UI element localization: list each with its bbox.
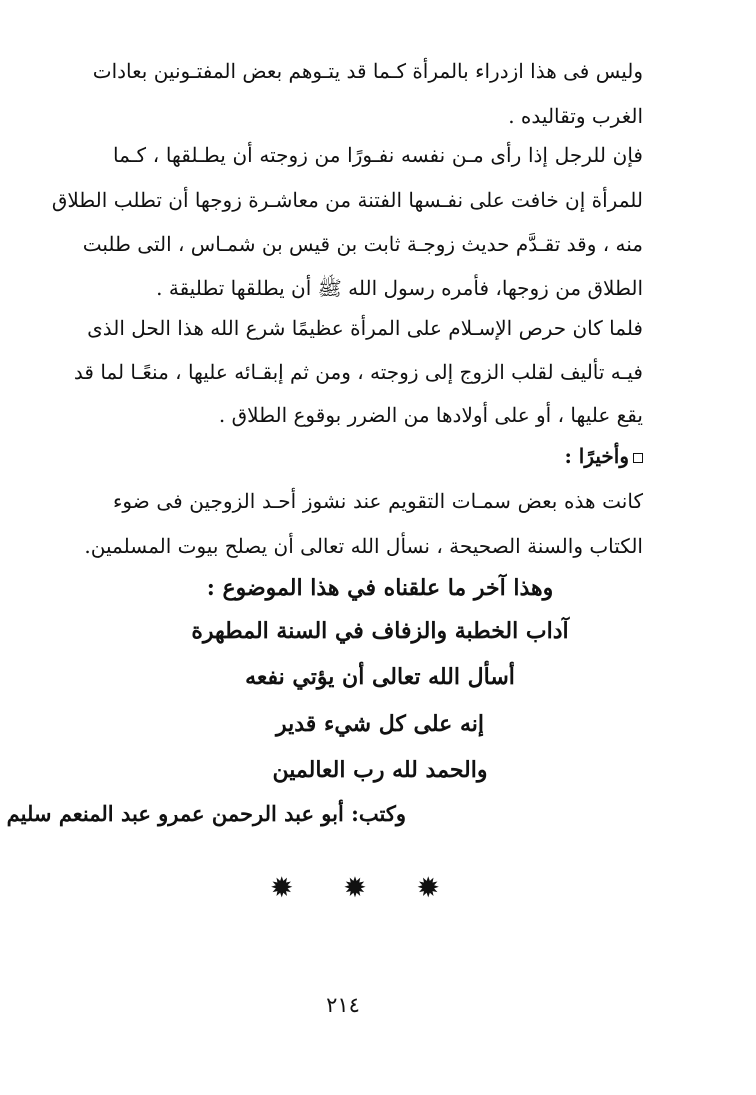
paragraph-2-line-2: للمرأة إن خافت على نفـسها الفتنة من معاشـرة زوجها أن تطلب الطلاق [51,188,643,212]
page-number: ٢١٤ [326,993,360,1017]
closing-line-3: أسأل الله تعالى أن يؤتي نفعه [245,664,515,690]
closing-line-4: إنه على كل شيء قدير [276,711,484,737]
paragraph-3-line-1: فلما كان حرص الإسـلام على المرأة عظيمًا شرع الله هذا الحل الذى [87,316,643,340]
paragraph-3-line-2: فيـه تأليف لقلب الزوج إلى زوجته ، ومن ثم إبقـائه عليها ، منعًـا لما قد [73,360,643,384]
finally-heading [113,438,643,474]
closing-line-1: وهذا آخر ما علقناه في هذا الموضوع : [206,575,554,601]
paragraph-2-line-3: منه ، وقد تقـدَّم حديث زوجـة ثابت بن قيس بن شمـاس ، التى طلبت [82,232,643,256]
paragraph-4-line-2: الكتاب والسنة الصحيحة ، نسأل الله تعالى أن يصلح بيوت المسلمين. [84,534,643,558]
star-ornament-icon: ✹ [416,871,440,904]
closing-line-5: والحمد لله رب العالمين [272,757,488,783]
paragraph-2-line-4: الطلاق من زوجها، فأمره رسول الله ﷺ أن يطلقها تطليقة . [156,276,643,300]
star-ornament-icon: ✹ [270,871,294,904]
finally-heading-text: وأخيرًا : [564,444,629,468]
ornament-divider [270,870,440,906]
author-signature: وكتب: أبو عبد الرحمن عمرو عبد المنعم سليم [6,801,406,826]
paragraph-3-line-3: يقع عليها ، أو على أولادها من الضرر بوقوع الطلاق . [218,403,643,427]
square-bullet-icon [633,453,643,463]
paragraph-4-line-1: كانت هذه بعض سمـات التقويم عند نشوز أحـد الزوجين فى ضوء [113,489,643,513]
paragraph-1-line-1: وليس فى هذا ازدراء بالمرأة كـما قد يتـوهم بعض المفتـونين بعادات [92,59,643,83]
paragraph-1-line-2: الغرب وتقاليده . [508,104,643,128]
closing-line-2: آداب الخطبة والزفاف في السنة المطهرة [191,618,569,644]
paragraph-2-line-1: فإن للرجل إذا رأى مـن نفسه نفـورًا من زوجته أن يطـلقها ، كـما [113,143,643,167]
star-ornament-icon: ✹ [343,871,367,904]
